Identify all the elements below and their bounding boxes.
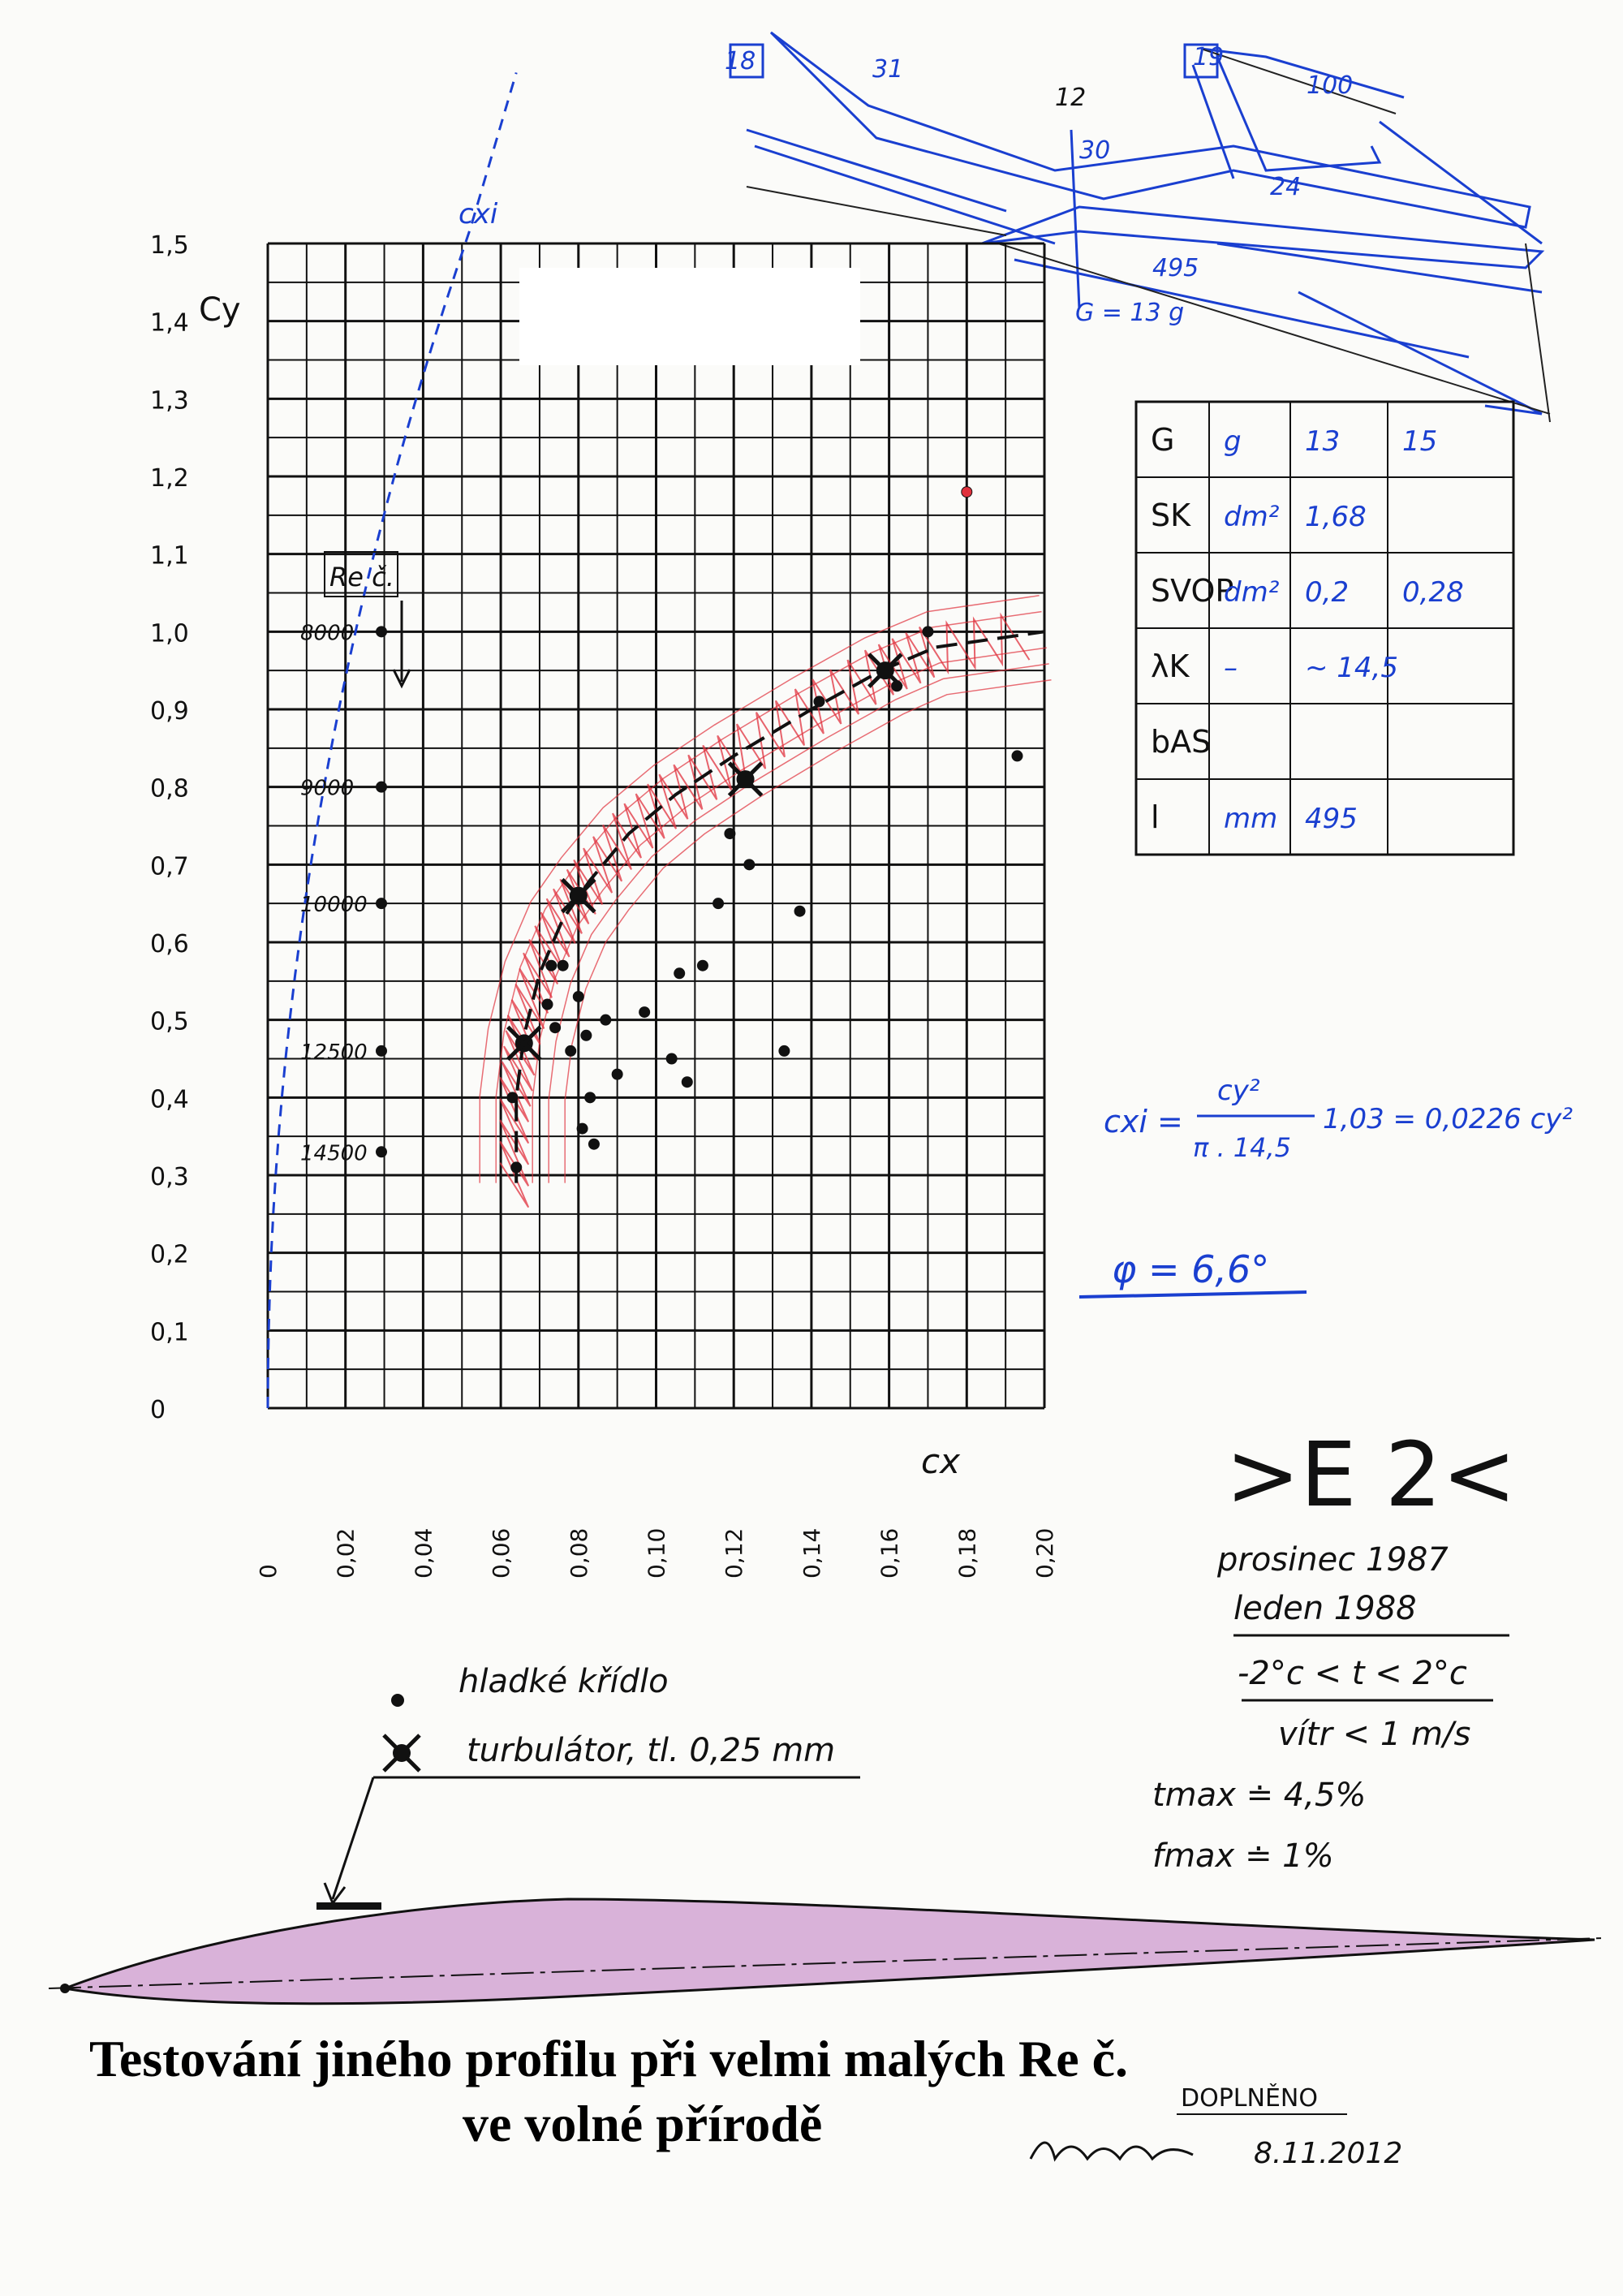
point-smooth-wing (697, 960, 708, 971)
turbulator-strip (316, 1902, 381, 1910)
profile-id-label: >E 2< (1225, 1423, 1517, 1527)
point-smooth-wing (778, 1045, 790, 1057)
point-smooth-wing (542, 999, 553, 1010)
y-tick-label: 0,2 (150, 1240, 189, 1269)
polar-chart (150, 73, 1058, 1579)
y-tick-label: 0,5 (150, 1007, 189, 1036)
point-smooth-wing (549, 1022, 561, 1033)
y-tick-label: 1,2 (150, 464, 189, 493)
re-label: 12500 (300, 1040, 368, 1065)
dim-100: 100 (1307, 71, 1354, 100)
x-tick-label: 0,06 (488, 1527, 515, 1579)
table-cell: SK (1151, 498, 1191, 533)
table-cell: 0,28 (1402, 576, 1464, 609)
table-cell: 0,2 (1305, 576, 1350, 609)
table-cell: 13 (1305, 425, 1341, 458)
page-title-line-2: ve volné přírodě (463, 2095, 823, 2152)
table-cell: dm² (1224, 576, 1280, 609)
legend-dot-marker (391, 1694, 404, 1707)
point-smooth-wing (558, 960, 569, 971)
dim-30: 30 (1079, 136, 1111, 165)
note-jan-1988: leden 1988 (1233, 1590, 1417, 1627)
cxi-curve-label: cxi (458, 198, 498, 230)
point-red-highlight (962, 487, 971, 497)
x-tick-label: 0,16 (876, 1527, 903, 1579)
point-smooth-wing (813, 696, 824, 707)
point-smooth-wing (600, 1014, 611, 1026)
cxi-curve (268, 73, 516, 1409)
point-smooth-wing (506, 1092, 518, 1103)
point-smooth-wing (577, 1123, 588, 1135)
point-smooth-wing (510, 1161, 522, 1173)
re-label: 9000 (300, 776, 355, 801)
legend-star-marker (384, 1735, 420, 1771)
re-label-dot (376, 1146, 387, 1157)
dim-495: 495 (1152, 254, 1199, 282)
point-smooth-wing (674, 967, 685, 979)
y-tick-label: 0,1 (150, 1318, 189, 1347)
point-smooth-wing (666, 1053, 678, 1065)
x-tick-label: 0,08 (565, 1527, 592, 1579)
x-tick-label: 0,14 (798, 1527, 825, 1579)
x-tick-label: 0,02 (332, 1527, 359, 1579)
table-cell: ~ 14,5 (1305, 652, 1398, 684)
legend (325, 1663, 860, 1903)
point-smooth-wing (724, 828, 735, 839)
y-axis-label: Cy (199, 291, 241, 329)
table-cell: 1,68 (1305, 501, 1367, 533)
x-tick-label: 0,18 (954, 1527, 981, 1579)
y-tick-label: 0,9 (150, 697, 189, 726)
y-tick-label: 1,3 (150, 386, 189, 416)
re-label-dot (376, 782, 387, 793)
re-header-text: Re č. (329, 562, 394, 592)
fit-curve-line (516, 631, 1044, 1182)
test-notes (1152, 1541, 1509, 1875)
y-tick-label: 0,6 (150, 930, 189, 958)
table-cell: – (1224, 652, 1238, 684)
point-smooth-wing (922, 626, 933, 637)
note-dec-1987: prosinec 1987 (1217, 1541, 1449, 1579)
re-label-dot (376, 898, 387, 909)
note-temperature: -2°c < t < 2°c (1238, 1655, 1467, 1692)
formula-denominator: π . 14,5 (1193, 1132, 1292, 1163)
parameter-table (1136, 402, 1513, 855)
y-tick-label: 1,5 (150, 231, 189, 260)
x-axis-label: cx (921, 1441, 960, 1481)
page-title-line-1: Testování jiného profilu při velmi malých Re č. (89, 2030, 1128, 2087)
table-cell: 15 (1402, 425, 1438, 458)
y-tick-label: 0,3 (150, 1163, 189, 1191)
y-tick-label: 1,1 (150, 541, 189, 571)
point-smooth-wing (545, 960, 557, 971)
legend-turbulator: turbulátor, tl. 0,25 mm (467, 1732, 836, 1769)
formula-rest: 1,03 = 0,0226 cy² (1323, 1103, 1573, 1135)
re-label: 8000 (300, 621, 355, 646)
point-smooth-wing (682, 1076, 693, 1088)
reynolds-labels (300, 621, 387, 1165)
re-header (325, 552, 410, 686)
point-smooth-wing (712, 898, 724, 909)
x-tick-label: 0,04 (410, 1527, 437, 1579)
y-tick-labels (150, 231, 189, 1424)
dim-18: 18 (725, 47, 756, 75)
point-smooth-wing (584, 1092, 596, 1103)
signature-date: 8.11.2012 (1254, 2137, 1403, 2170)
point-smooth-wing (794, 906, 806, 917)
re-label-dot (376, 1045, 387, 1057)
phi-underline (1079, 1292, 1307, 1297)
table-cell: dm² (1224, 501, 1280, 533)
table-cell: SVOP (1151, 573, 1234, 609)
signature-added: DOPLNĚNO (1181, 2084, 1318, 2113)
re-label: 10000 (300, 893, 368, 918)
point-smooth-wing (580, 1030, 592, 1041)
x-tick-label: 0 (255, 1564, 282, 1579)
table-cell: G (1151, 422, 1175, 458)
point-smooth-wing (573, 991, 584, 1002)
handwritten-signature (1031, 2143, 1193, 2159)
legend-smooth-wing: hladké křídlo (458, 1663, 669, 1700)
y-tick-label: 0,7 (150, 852, 189, 881)
dim-24: 24 (1270, 173, 1302, 201)
phi-value: φ = 6,6° (1112, 1247, 1270, 1291)
note-fmax: fmax ≐ 1% (1152, 1837, 1334, 1875)
note-tmax: tmax ≐ 4,5% (1152, 1777, 1367, 1814)
table-cell: bAS (1151, 724, 1212, 760)
dim-12: 12 (1055, 84, 1087, 112)
re-label-dot (376, 626, 387, 637)
y-tick-label: 0,8 (150, 774, 189, 803)
y-tick-label: 0,4 (150, 1085, 189, 1114)
point-smooth-wing (565, 1045, 576, 1057)
x-tick-label: 0,10 (643, 1527, 670, 1579)
re-label: 14500 (300, 1141, 368, 1166)
cxi-formula (1104, 1075, 1573, 1163)
band-line (549, 664, 1048, 1183)
point-smooth-wing (1012, 750, 1023, 761)
point-smooth-wing (612, 1069, 623, 1080)
signature-block (1031, 2083, 1402, 2170)
point-smooth-wing (588, 1139, 600, 1150)
dim-19: 19 (1193, 43, 1225, 71)
note-wind: vítr < 1 m/s (1278, 1716, 1471, 1753)
x-tick-label: 0,12 (721, 1527, 748, 1579)
table-cell: mm (1224, 803, 1278, 835)
y-tick-label: 1,0 (150, 619, 189, 648)
dim-31: 31 (872, 55, 904, 84)
formula-numerator: cy² (1217, 1075, 1260, 1107)
fit-curve (516, 631, 1044, 1182)
y-tick-label: 1,4 (150, 308, 189, 338)
airfoil-profile (49, 1899, 1603, 2004)
table-cell: λK (1151, 648, 1190, 684)
table-cell: g (1224, 425, 1242, 458)
chart-label-patch (519, 268, 860, 365)
point-smooth-wing (639, 1006, 650, 1018)
band-line (565, 680, 1051, 1183)
band-line (532, 648, 1047, 1183)
x-tick-labels (255, 1528, 1058, 1579)
y-tick-label: 0 (150, 1396, 166, 1424)
cxi-induced-drag-line (268, 73, 516, 1409)
point-smooth-wing (743, 859, 755, 870)
sketch-weight: G = 13 g (1075, 299, 1185, 327)
table-cell: l (1151, 799, 1160, 835)
table-cell: 495 (1305, 803, 1358, 835)
formula-lhs: cxi = (1104, 1104, 1183, 1139)
x-tick-label: 0,20 (1031, 1527, 1058, 1579)
